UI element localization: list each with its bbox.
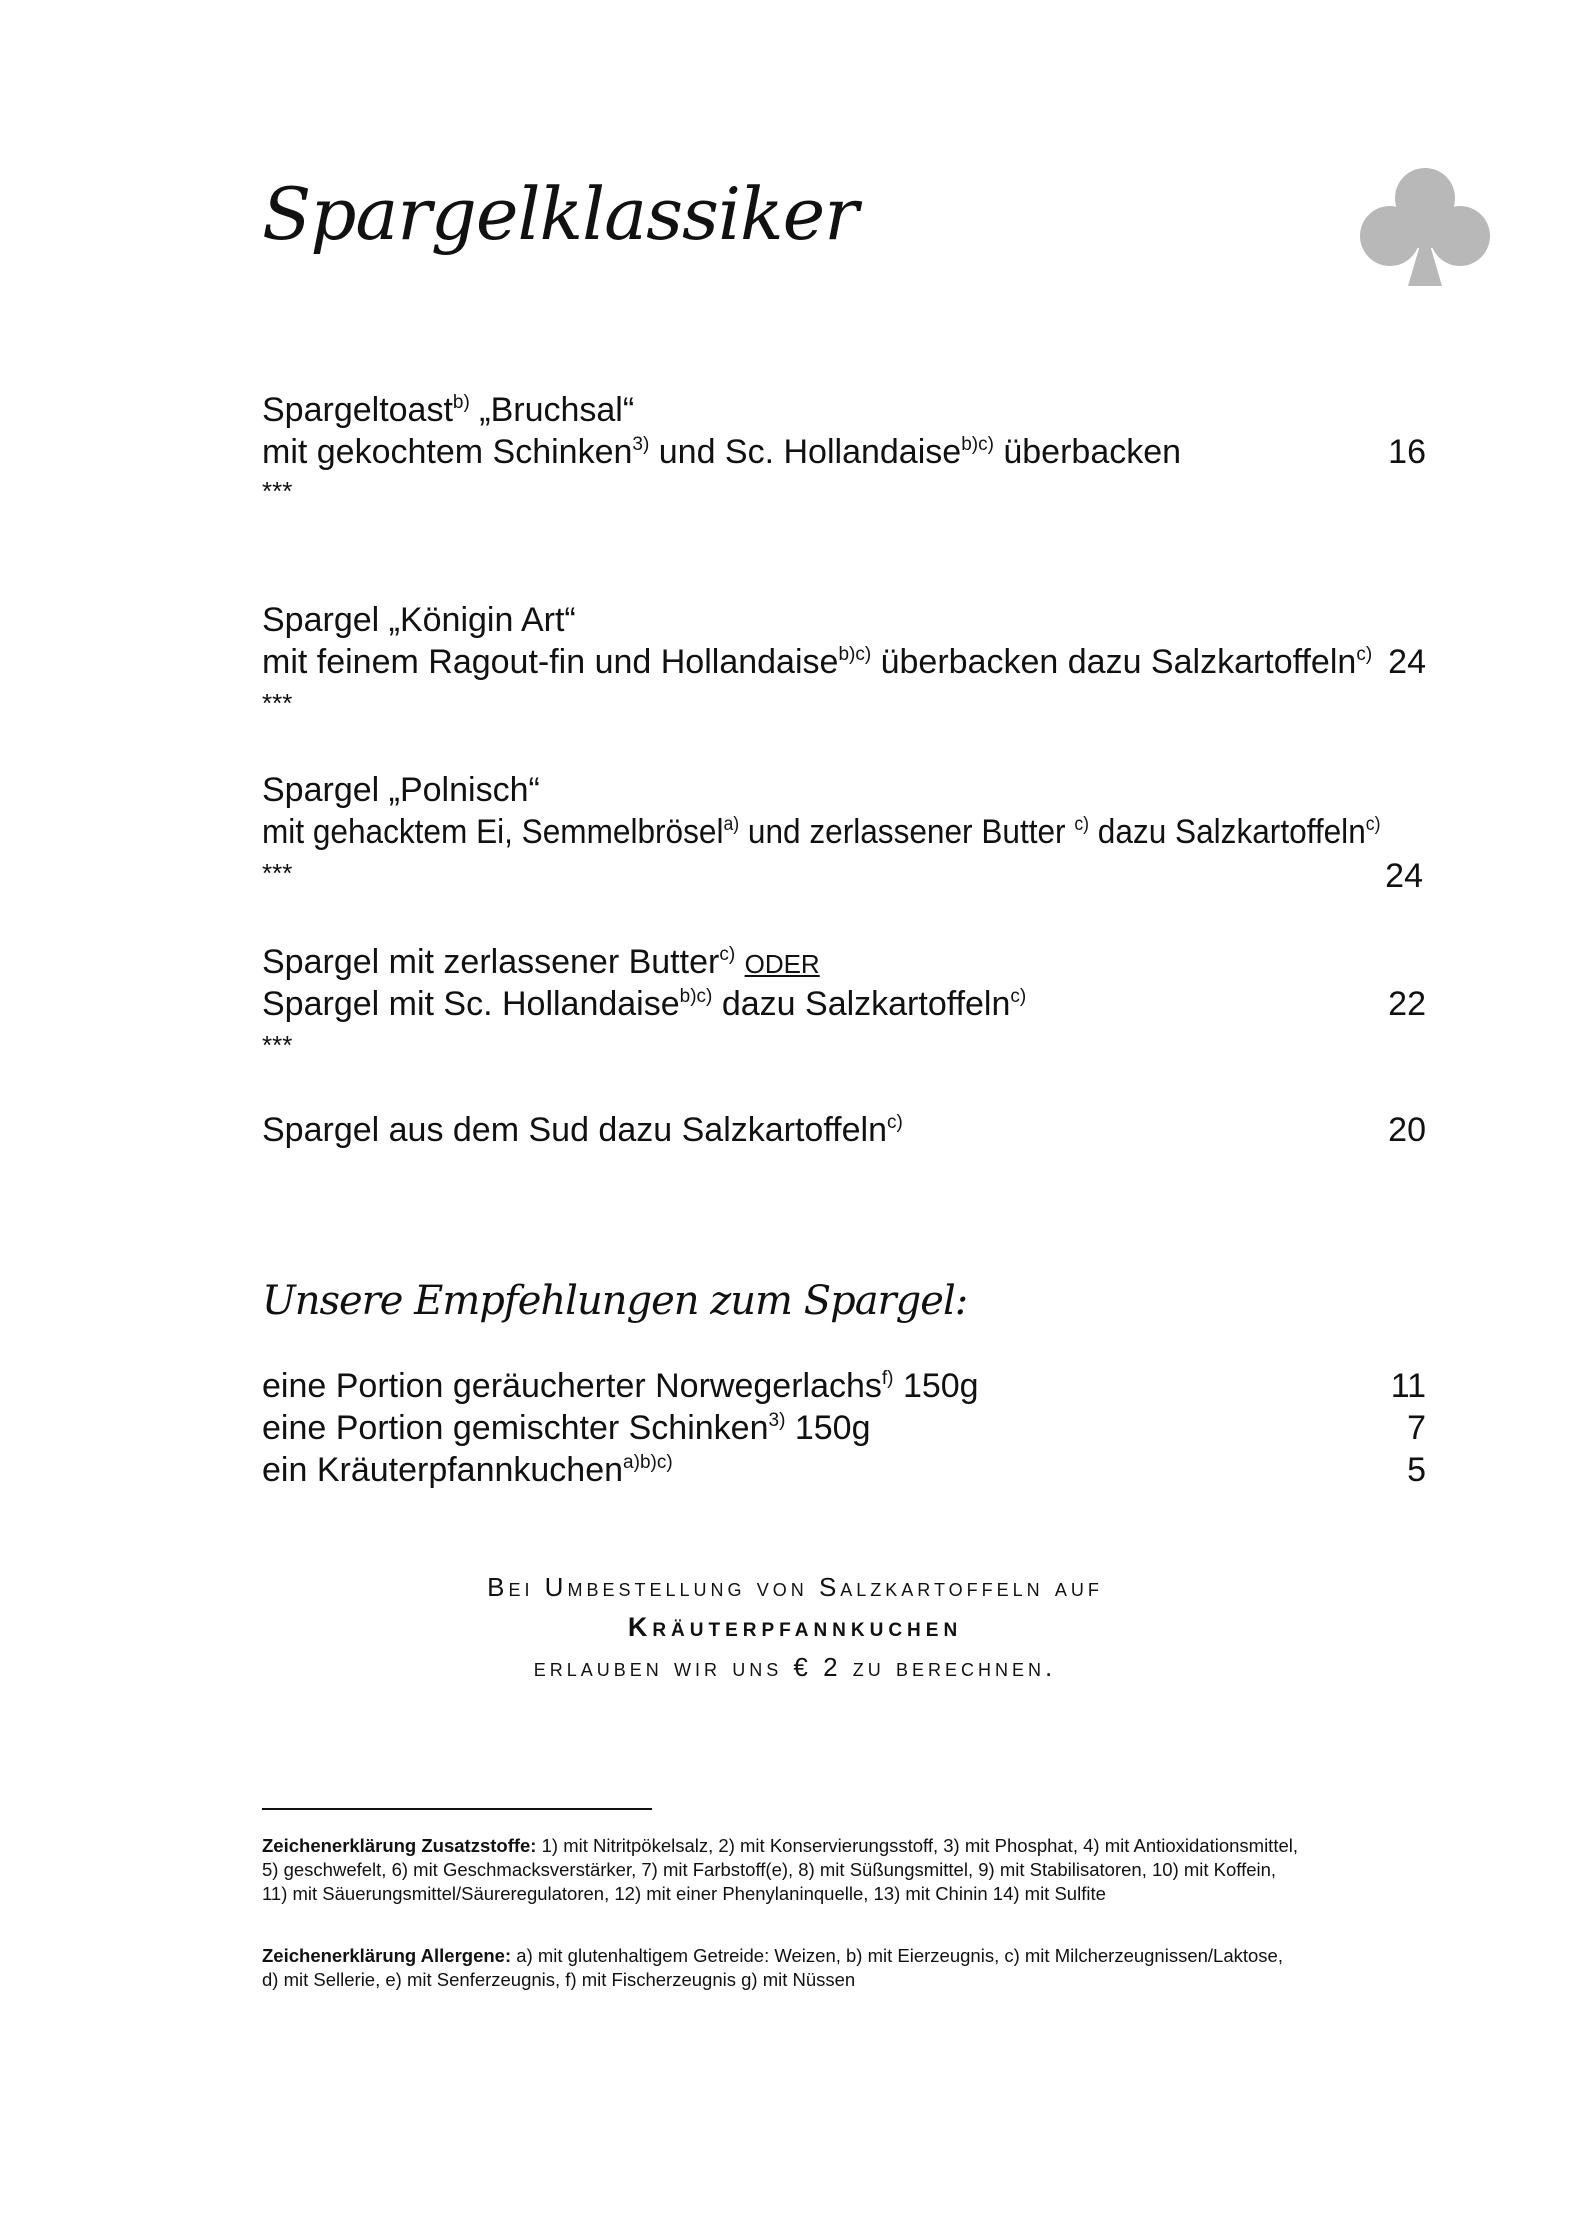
footnote-divider (262, 1808, 652, 1810)
menu-item-description: mit gehacktem Ei, Semmelbrösel$^{a)}$ und zerlassener Butter $^{c)}$ dazu Salzkartoffeln$^{c)}$ (262, 813, 1381, 851)
extra-item: eine Portion geräucherter Norwegerlachs$^{f)}$ 150g (262, 1367, 979, 1405)
notice-line-1: Bei Umbestellung von Salzkartoffeln auf (487, 1572, 1103, 1602)
separator-stars: *** (262, 1030, 293, 1060)
allergens-legend: Zeichenerklärung Allergene: a) mit glutenhaltigem Getreide: Weizen, b) mit Eierzeugnis, c) mit Milcherzeugnissen/Laktose, (262, 1945, 1283, 1966)
page-title: Spargelklassiker (262, 172, 858, 256)
extra-item-price: 7 (1407, 1409, 1426, 1447)
menu-item-price: 24 (1385, 857, 1423, 895)
separator-stars: *** (262, 858, 293, 888)
menu-item-price: 16 (1388, 433, 1426, 471)
menu-item-title: Spargel aus dem Sud dazu Salzkartoffeln$^{c)}$ (262, 1111, 903, 1149)
menu-item-price: 24 (1388, 643, 1426, 681)
menu-item-description: mit gekochtem Schinken$^{3)}$ und Sc. Hollandaise$^{b)c)}$ überbacken (262, 433, 1182, 471)
allergens-legend: d) mit Sellerie, e) mit Senferzeugnis, f) mit Fischerzeugnis g) mit Nüssen (262, 1969, 856, 1990)
menu-item-description: Spargel mit Sc. Hollandaise$^{b)c)}$ dazu Salzkartoffeln$^{c)}$ (262, 985, 1027, 1023)
menu-item-title: Spargeltoast$^{b)}$ „Bruchsal“ (262, 391, 635, 429)
extra-item-price: 11 (1390, 1367, 1426, 1405)
menu-item-description: mit feinem Ragout-fin und Hollandaise$^{b)c)}$ überbacken dazu Salzkartoffeln$^{c)}$ (262, 643, 1373, 681)
menu-item-price: 20 (1388, 1111, 1426, 1149)
recommendations-heading: Unsere Empfehlungen zum Spargel: (262, 1278, 968, 1324)
or-label: ODER (744, 949, 820, 979)
separator-stars: *** (262, 688, 293, 718)
notice-line-3: erlauben wir uns € 2 zu berechnen. (533, 1652, 1057, 1682)
extra-item: eine Portion gemischter Schinken$^{3)}$ 150g (262, 1409, 871, 1447)
menu-item-title: Spargel mit zerlassener Butter$^{c)}$ ODER (262, 943, 820, 981)
additives-legend: 5) geschwefelt, 6) mit Geschmacksverstärker, 7) mit Farbstoff(e), 8) mit Süßungsmittel, 9) mit Stabilisatoren, 10) mit Koffein, (262, 1859, 1277, 1880)
notice-line-2: Kräuterpfannkuchen (627, 1612, 963, 1642)
separator-stars: *** (262, 476, 293, 506)
club-icon (1350, 158, 1500, 308)
menu-item-title: Spargel „Königin Art“ (262, 601, 576, 639)
extra-item: ein Kräuterpfannkuchen$^{a)b)c)}$ (262, 1451, 673, 1489)
menu-item-title: Spargel „Polnisch“ (262, 771, 540, 809)
additives-legend: Zeichenerklärung Zusatzstoffe: 1) mit Nitritpökelsalz, 2) mit Konservierungsstoff, 3) mit Phosphat, 4) mit Antioxidationsmittel, (262, 1835, 1298, 1856)
extra-item-price: 5 (1407, 1451, 1426, 1489)
menu-item-price: 22 (1388, 985, 1426, 1023)
additives-legend: 11) mit Säuerungsmittel/Säureregulatoren, 12) mit einer Phenylaninquelle, 13) mit Chinin 14) mit Sulfite (262, 1883, 1106, 1904)
